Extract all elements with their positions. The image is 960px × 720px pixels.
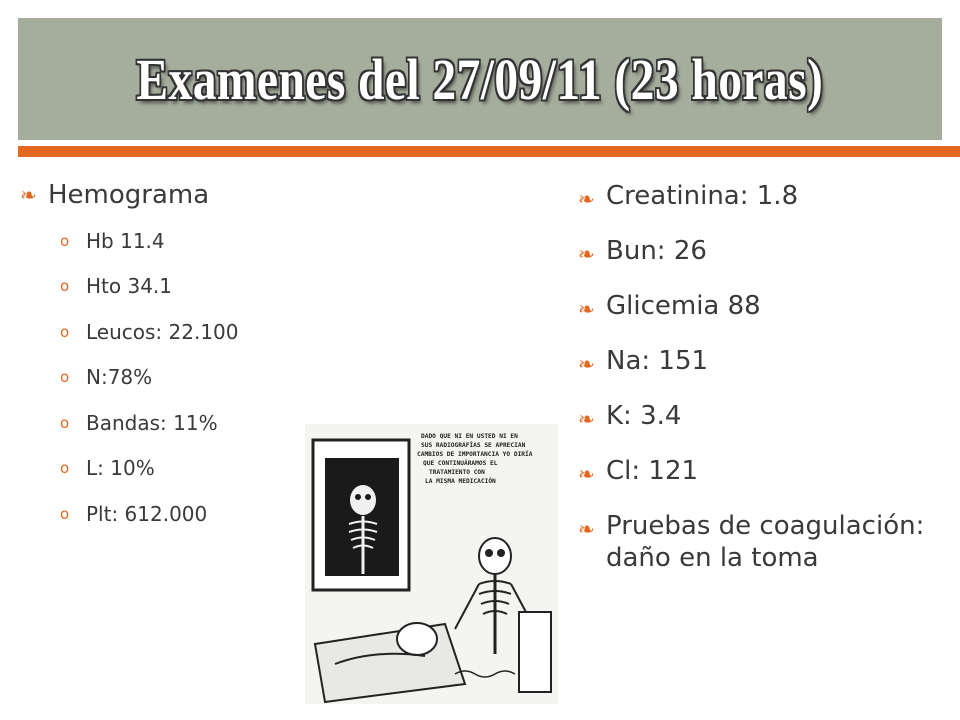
circle-bullet-icon: o bbox=[60, 368, 70, 387]
item-text: Bun: 26 bbox=[606, 236, 707, 266]
item-text: Pruebas de coagulación: daño en la toma bbox=[606, 511, 925, 573]
circle-bullet-icon: o bbox=[60, 322, 70, 341]
circle-bullet-icon: o bbox=[60, 459, 70, 478]
list-item bbox=[60, 446, 239, 492]
svg-text:QUE CONTINUÁRAMOS EL: QUE CONTINUÁRAMOS EL bbox=[423, 460, 498, 467]
list-item bbox=[578, 345, 948, 380]
cartoon-drawing bbox=[305, 424, 558, 704]
list-item bbox=[60, 400, 239, 446]
svg-text:CAMBIOS DE IMPORTANCIA YO DIRÍ: CAMBIOS DE IMPORTANCIA YO DIRÍA bbox=[417, 451, 533, 458]
hemograma-heading bbox=[20, 176, 239, 214]
title-band bbox=[18, 18, 942, 140]
item-text: Plt: 612.000 bbox=[86, 501, 208, 526]
svg-text:TRATAMIENTO CON: TRATAMIENTO CON bbox=[429, 469, 485, 476]
list-item bbox=[578, 290, 948, 325]
item-text: Hb 11.4 bbox=[86, 228, 165, 253]
svg-text:LA MISMA MEDICACIÓN: LA MISMA MEDICACIÓN bbox=[425, 478, 496, 485]
item-text: Glicemia 88 bbox=[606, 291, 761, 321]
item-text: L: 10% bbox=[86, 456, 155, 481]
circle-bullet-icon: o bbox=[60, 277, 70, 296]
item-text: N:78% bbox=[86, 365, 153, 390]
list-item bbox=[60, 218, 239, 264]
list-item bbox=[60, 491, 239, 537]
skeleton-cartoon bbox=[305, 424, 558, 704]
bullet-icon: ❧ bbox=[20, 183, 37, 207]
item-text: Cl: 121 bbox=[606, 456, 699, 486]
list-item bbox=[578, 455, 948, 490]
list-item bbox=[60, 355, 239, 401]
title-divider bbox=[18, 146, 960, 157]
circle-bullet-icon: o bbox=[60, 231, 70, 250]
list-item bbox=[578, 510, 948, 574]
bullet-icon: ❧ bbox=[578, 352, 595, 376]
item-text: Leucos: 22.100 bbox=[86, 319, 239, 344]
item-text: Hto 34.1 bbox=[86, 274, 173, 299]
bullet-icon: ❧ bbox=[578, 462, 595, 486]
bullet-icon: ❧ bbox=[578, 407, 595, 431]
circle-bullet-icon: o bbox=[60, 413, 70, 432]
bullet-icon: ❧ bbox=[578, 187, 595, 211]
slide-title: Examenes del 27/09/11 (23 horas) bbox=[136, 46, 824, 112]
bullet-icon: ❧ bbox=[578, 517, 595, 541]
item-text: Creatinina: 1.8 bbox=[606, 181, 799, 211]
list-item bbox=[60, 309, 239, 355]
svg-text:SUS RADIOGRAFÍAS SE APRECIAN: SUS RADIOGRAFÍAS SE APRECIAN bbox=[421, 442, 526, 449]
item-text: K: 3.4 bbox=[606, 401, 682, 431]
bullet-icon: ❧ bbox=[578, 297, 595, 321]
list-item bbox=[578, 235, 948, 270]
item-text: Na: 151 bbox=[606, 346, 709, 376]
heading-label: Hemograma bbox=[48, 180, 210, 210]
bullet-icon: ❧ bbox=[578, 242, 595, 266]
list-item bbox=[578, 400, 948, 435]
hemograma-list bbox=[60, 218, 239, 537]
circle-bullet-icon: o bbox=[60, 504, 70, 523]
list-item bbox=[60, 264, 239, 310]
right-column bbox=[578, 180, 948, 594]
item-text: Bandas: 11% bbox=[86, 410, 218, 435]
svg-text:DADO QUE NI EN USTED NI EN: DADO QUE NI EN USTED NI EN bbox=[421, 433, 518, 440]
list-item bbox=[578, 180, 948, 215]
left-column bbox=[20, 176, 239, 537]
